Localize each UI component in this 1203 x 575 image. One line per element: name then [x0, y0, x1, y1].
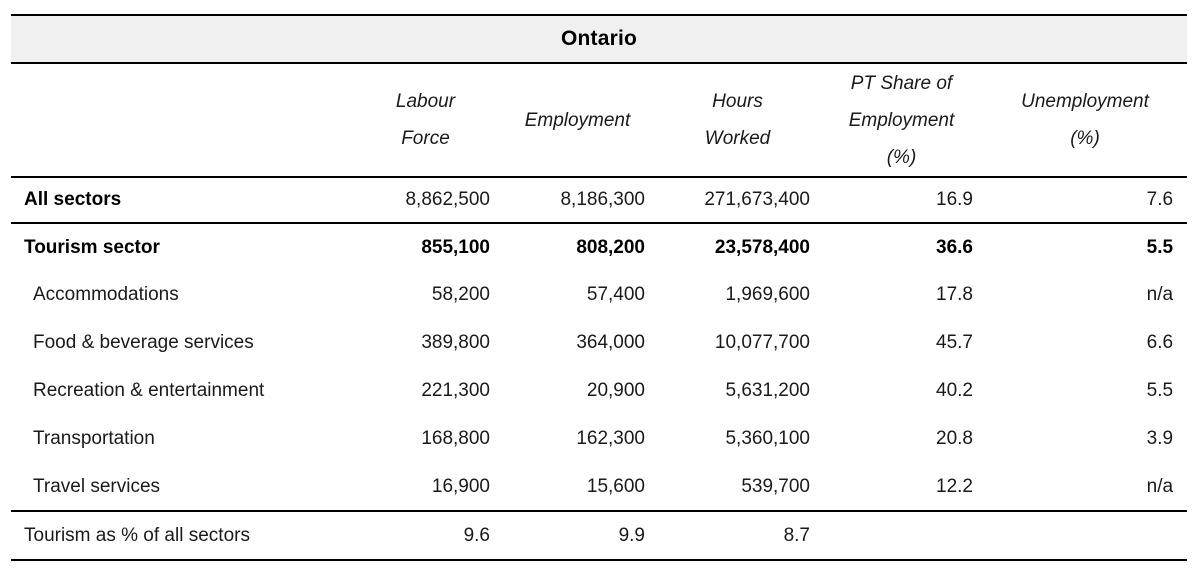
row-tourism-share-of-all-sectors [11, 511, 1187, 560]
header-line: Worked [704, 128, 771, 149]
cell-value: 20,900 [586, 380, 645, 401]
cell-value: 3.9 [1146, 428, 1174, 449]
cell-value: 364,000 [576, 332, 645, 353]
row-food-beverage-services [11, 319, 1187, 367]
cell-value: 389,800 [421, 332, 490, 353]
column-header-unemployment [983, 63, 1187, 177]
table-title: Ontario [11, 15, 1187, 63]
row-travel-services [11, 463, 1187, 511]
title-band-row [11, 15, 1187, 63]
header-line: (%) [1070, 128, 1100, 149]
cell-value: 10,077,700 [714, 332, 810, 353]
column-header-empty [11, 63, 351, 177]
cell-value: 9.6 [351, 511, 500, 560]
row-label: Accommodations [33, 284, 179, 305]
row-label: Transportation [33, 428, 155, 449]
cell-value: 5,360,100 [725, 428, 810, 449]
cell-value: 5.5 [1146, 236, 1174, 258]
cell-value: 9.9 [500, 511, 655, 560]
column-header-pt-share [820, 63, 983, 177]
cell-value: 58,200 [431, 284, 490, 305]
cell-value [983, 511, 1187, 560]
column-header-row [11, 63, 1187, 177]
cell-value: 17.8 [936, 284, 973, 305]
cell-value: 168,800 [421, 428, 490, 449]
cell-value: 16.9 [820, 177, 983, 223]
cell-value: 12.2 [936, 475, 973, 497]
column-header-employment [500, 63, 655, 177]
row-label: Tourism as % of all sectors [11, 511, 351, 560]
cell-value: 162,300 [576, 428, 645, 449]
cell-value: 57,400 [586, 284, 645, 305]
header-line: Force [401, 128, 450, 149]
row-label: Travel services [33, 475, 161, 497]
row-tourism-sector [11, 223, 1187, 271]
row-recreation-entertainment [11, 367, 1187, 415]
cell-value: 6.6 [1146, 332, 1174, 353]
ontario-employment-table [11, 14, 1187, 561]
cell-value: 40.2 [936, 380, 973, 401]
header-line: Labour [395, 91, 456, 112]
cell-value: 15,600 [586, 475, 645, 497]
cell-value: 808,200 [576, 236, 645, 258]
cell-value: 8,862,500 [351, 177, 500, 223]
cell-value: 45.7 [936, 332, 973, 353]
header-line: Employment [524, 109, 631, 131]
header-line: Employment [848, 109, 955, 131]
cell-value: 7.6 [983, 177, 1187, 223]
column-header-labour-force [351, 63, 500, 177]
row-all-sectors [11, 177, 1187, 223]
header-line: PT Share of [850, 72, 953, 94]
cell-value: n/a [1146, 284, 1174, 305]
cell-value: 221,300 [421, 380, 490, 401]
cell-value: 1,969,600 [725, 284, 810, 305]
row-label: Tourism sector [24, 236, 160, 258]
cell-value: 855,100 [421, 236, 490, 258]
cell-value: 271,673,400 [655, 177, 820, 223]
cell-value: 36.6 [936, 236, 973, 258]
row-label: Food & beverage services [33, 332, 254, 353]
column-header-hours-worked [655, 63, 820, 177]
row-label: Recreation & entertainment [33, 380, 265, 401]
header-line: Hours [712, 91, 763, 112]
header-line: Unemployment [1021, 91, 1149, 112]
cell-value: 539,700 [741, 475, 810, 497]
cell-value: 8,186,300 [500, 177, 655, 223]
row-label: All sectors [11, 177, 351, 223]
cell-value: n/a [1146, 475, 1174, 497]
cell-value: 16,900 [431, 475, 490, 497]
row-transportation [11, 415, 1187, 463]
cell-value: 5.5 [1146, 380, 1174, 401]
cell-value [820, 511, 983, 560]
cell-value: 8.7 [655, 511, 820, 560]
row-accommodations [11, 271, 1187, 319]
cell-value: 23,578,400 [714, 236, 810, 258]
cell-value: 5,631,200 [725, 380, 810, 401]
header-line: (%) [886, 146, 917, 168]
cell-value: 20.8 [936, 428, 973, 449]
